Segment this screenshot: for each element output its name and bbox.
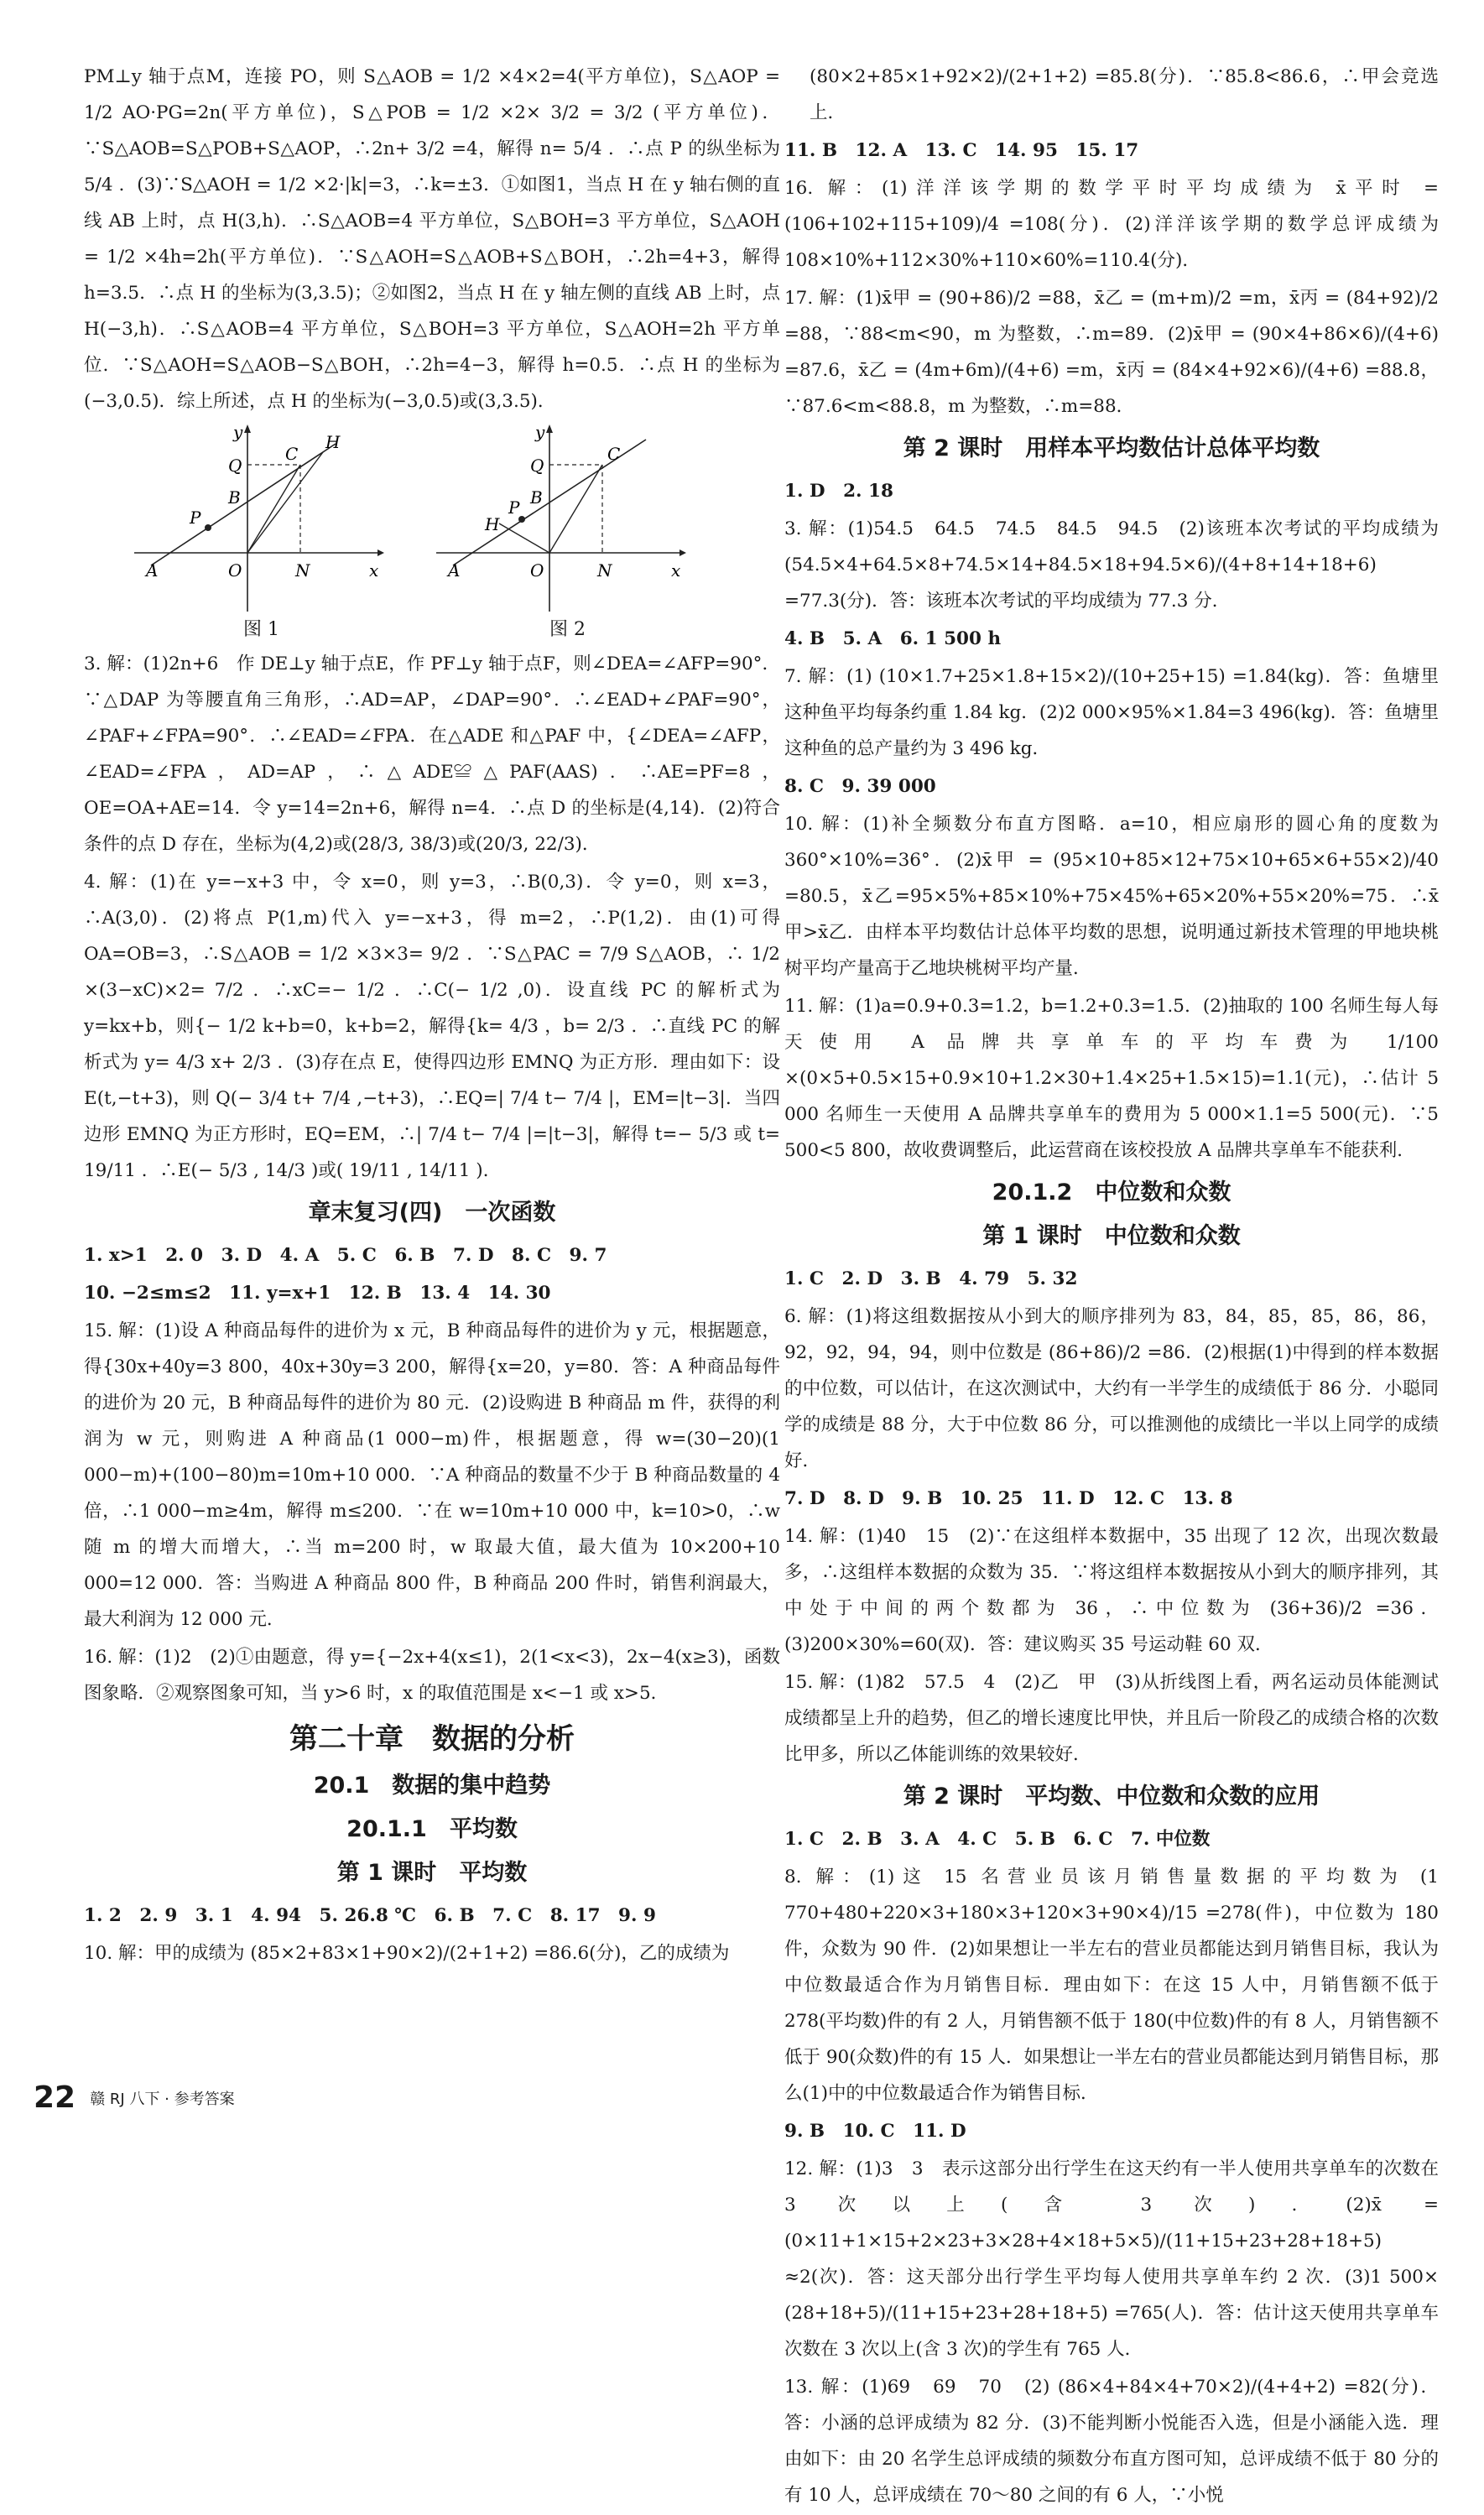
answer-paragraph: 4. 解：(1)在 y=−x+3 中，令 x=0，则 y=3，∴B(0,3)．令 y=0，则 x=3，∴A(3,0)．(2)将点 P(1,m)代入 y=−x+3，得 m=2，∴P(1,2)．由(1)可得 OA=OB=3，∴S△AOB = 1/2 ×3×3= 9/2 ．∵S△PAC = 7/9 S△AOB，∴ 1/2 ×(3−xC)×2= 7/2 ．∴xC=− 1/2 ．∴C(− 1/2 ,0)．设直线 PC 的解析式为 y=kx+b，则{− 1/2 k+b=0，k+b=2，解得{k= 4/3 ，b= 2/3 ．∴直线 PC 的解析式为 y= 4/3 x+ 2/3 ．(3)存在点 E，使得四边形 EMNQ 为正方形．理由如下：设 E(t,−t+3)，则 Q(− 3/4 t+ 7/4 ,−t+3)，∴EQ=| 7/4 t− 7/4 |，EM=|t−3|．当四边形 EMNQ 为正方形时，EQ=EM，∴| 7/4 t− 7/4 |=|t−3|，解得 t=− 5/3 或 t= 19/11 ．∴E(− 5/3 , 14/3 )或( 19/11 , 14/11 )． xyxy=(84,872,780,1181)
answer-paragraph: 17. 解：(1)x̄甲 = (90+86)/2 =88，x̄乙 = (m+m)/2 =m，x̄丙 = (84+92)/2 =88，∵88<m<90，m 为整数，∴m=89．(2)x̄甲 = (90×4+86×6)/(4+6) =87.6，x̄乙 = (4m+6m)/(4+6) =m，x̄丙 = (84×4+92×6)/(4+6) =88.8，∵87.6<m<88.8，m 为整数，∴m=88． xyxy=(784,288,1439,417)
answer-paragraph: 10. 解：甲的成绩为 (85×2+83×1+90×2)/(2+1+2) =86.6(分)，乙的成绩为 xyxy=(84,1943,730,1964)
answer-paragraph: 15. 解：(1)设 A 种商品每件的进价为 x 元，B 种商品每件的进价为 y 元，根据题意，得{30x+40y=3 800，40x+30y=3 200，解得{x=20，y=80．答：A 种商品每件的进价为 20 元，B 种商品每件的进价为 80 元．(2)设购进 B 种商品 m 件，获得的利润为 w 元，则购进 A 种商品(1 000−m)件，根据题意，得 w=(30−20)(1 000−m)+(100−80)m=10m+10 000．∵A 种商品的数量不少于 B 种商品数量的 4 倍，∴1 000−m≥4m，解得 m≤200．∵在 w=10m+10 000 中，k=10>0，∴w 随 m 的增大而增大，∴当 m=200 时，w 取最大值，最大值为 10×200+10 000=12 000．答：当购进 A 种商品 800 件，B 种商品 200 件时，销售利润最大，最大利润为 12 000 元． xyxy=(84,1320,780,1630)
figure-2-caption: 图 2 xyxy=(549,619,586,640)
short-answers: 1. 2 2. 9 3. 1 4. 94 5. 26.8 ℃ 6. B 7. C 8. 17 9. 9 xyxy=(84,1905,656,1926)
lesson-title: 第 1 课时 中位数和众数 xyxy=(982,1223,1241,1249)
svg-text:A: A xyxy=(146,560,159,581)
svg-text:B: B xyxy=(530,487,543,508)
answer-paragraph: 16. 解：(1)2 (2)①由题意，得 y={−2x+4(x≤1)，2(1<x<3)，2x−4(x≥3)，函数图象略．②观察图象可知，当 y>6 时，x 的取值范围是 x<−1 或 x>5． xyxy=(84,1647,780,1704)
short-answers: 8. C 9. 39 000 xyxy=(784,776,936,797)
chapter-title: 第二十章 数据的分析 xyxy=(289,1722,575,1756)
short-answers: 1. D 2. 18 xyxy=(784,481,893,502)
footer-note: 赣 RJ 八下 · 参考答案 xyxy=(90,2090,235,2108)
svg-text:H: H xyxy=(325,432,341,452)
answer-paragraph: 14. 解：(1)40 15 (2)∵在这组样本数据中，35 出现了 12 次，出现次数最多，∴这组样本数据的众数为 35．∵将这组样本数据按从小到大的顺序排列，其中处于中间的两个数都为 36，∴中位数为 (36+36)/2 =36．(3)200×30%=60(双)．答：建议购买 35 号运动鞋 60 双． xyxy=(784,1526,1439,1655)
answer-paragraph: 8. 解：(1)这 15 名营业员该月销售量数据的平均数为 (1 770+480+220×3+180×3+120×3+90×4)/15 =278(件)，中位数为 180 件，众数为 90 件．(2)如果想让一半左右的营业员都能达到月销售目标，我认为中位数最适合作为月销售目标．理由如下：在这 15 人中，月销售额不低于 278(平均数)件的有 2 人，月销售额不低于 180(中位数)件的有 8 人，月销售额不低于 90(众数)件的有 15 人．如果想让一半左右的营业员都能达到月销售目标，那么(1)中的中位数最适合作为销售目标． xyxy=(784,1867,1439,2104)
lesson-title: 第 2 课时 用样本平均数估计总体平均数 xyxy=(903,435,1320,461)
answer-paragraph: 13. 解：(1)69 69 70 (2) (86×4+84×4+70×2)/(4+4+2) =82(分)．答：小涵的总评成绩为 82 分．(3)不能判断小悦能否入选，但是小涵能入选．理由如下：由 20 名学生总评成绩的频数分布直方图可知，总评成绩不低于 80 分的有 10 人，总评成绩在 70～80 之间的有 6 人，∵小悦 xyxy=(784,2377,1439,2506)
answer-paragraph: (80×2+85×1+92×2)/(2+1+2) =85.8(分)．∵85.8<86.6，∴甲会竞选上． xyxy=(810,66,1439,123)
short-answers: 7. D 8. D 9. B 10. 25 11. D 12. C 13. 8 xyxy=(784,1488,1233,1509)
section-title: 20.1 数据的集中趋势 xyxy=(313,1773,551,1799)
figure-1-caption: 图 1 xyxy=(243,619,279,640)
left-column xyxy=(84,59,780,1973)
right-column xyxy=(784,59,1439,2515)
short-answers: 1. C 2. B 3. A 4. C 5. B 6. C 7. 中位数 xyxy=(784,1829,1211,1850)
svg-text:A: A xyxy=(448,560,461,581)
review-title: 章末复习(四) 一次函数 xyxy=(308,1200,556,1226)
svg-text:O: O xyxy=(530,560,544,581)
figures-row xyxy=(84,423,780,641)
svg-text:N: N xyxy=(597,560,612,581)
figure-1-graph xyxy=(134,423,386,616)
answer-paragraph: 10. 解：(1)补全频数分布直方图略．a=10，相应扇形的圆心角的度数为 360°×10%=36°．(2)x̄甲 = (95×10+85×12+75×10+65×6+55×2)/40 =80.5，x̄乙=95×5%+85×10%+75×45%+65×20%+55×20%=75．∴x̄甲>x̄乙．由样本平均数估计总体平均数的思想，说明通过新技术管理的甲地块桃树平均产量高于乙地块桃树平均产量． xyxy=(784,814,1439,979)
short-answers: 10. −2≤m≤2 11. y=x+1 12. B 13. 4 14. 30 xyxy=(84,1283,551,1304)
svg-text:x: x xyxy=(671,560,681,581)
answer-paragraph: 12. 解：(1)3 3 表示这部分出行学生在这天约有一半人使用共享单车的次数在 3 次以上(含 3 次)．(2)x̄ = (0×11+1×15+2×23+3×28+4×18+5×5)/(11+15+23+28+18+5) ≈2(次)．答：这天部分出行学生平均每人使用共享单车约 2 次．(3)1 500× (28+18+5)/(11+15+23+28+18+5) =765(人)．答：估计这天使用共享单车次数在 3 次以上(含 3 次)的学生有 765 人． xyxy=(784,2158,1439,2360)
page-number: 22 xyxy=(34,2080,76,2115)
short-answers: 11. B 12. A 13. C 14. 95 15. 17 xyxy=(784,140,1139,161)
subsection-title: 20.1.2 中位数和众数 xyxy=(992,1179,1231,1205)
svg-text:y: y xyxy=(233,423,243,442)
svg-text:C: C xyxy=(285,444,299,464)
answer-paragraph: 6. 解：(1)将这组数据按从小到大的顺序排列为 83，84，85，85，86，86，92，92，94，94，则中位数是 (86+86)/2 =86．(2)根据(1)中得到的样本数据的中位数，可以估计，在这次测试中，大约有一半学生的成绩低于 86 分．小聪同学的成绩是 88 分，大于中位数 86 分，可以推测他的成绩比一半以上同学的成绩好． xyxy=(784,1306,1439,1471)
svg-text:Q: Q xyxy=(228,456,242,476)
lesson-title: 第 1 课时 平均数 xyxy=(336,1860,528,1886)
svg-text:H: H xyxy=(485,514,500,534)
short-answers: 1. C 2. D 3. B 4. 79 5. 32 xyxy=(784,1268,1078,1289)
svg-text:Q: Q xyxy=(530,456,544,476)
svg-text:y: y xyxy=(535,423,545,442)
answer-paragraph: 11. 解：(1)a=0.9+0.3=1.2，b=1.2+0.3=1.5．(2)抽取的 100 名师生每人每天使用 A 品牌共享单车的平均车费为 1/100 ×(0×5+0.5×15+0.9×10+1.2×30+1.4×25+1.5×15)=1.1(元)，∴估计 5 000 名师生一天使用 A 品牌共享单车的费用为 5 000×1.1=5 500(元)．∵5 500<5 800，故收费调整后，此运营商在该校投放 A 品牌共享单车不能获利． xyxy=(784,996,1439,1161)
short-answers: 1. x>1 2. 0 3. D 4. A 5. C 6. B 7. D 8. C 9. 7 xyxy=(84,1245,607,1266)
figure-2-graph xyxy=(436,423,688,616)
svg-text:N: N xyxy=(295,560,310,581)
answer-paragraph: 3. 解：(1)2n+6 作 DE⊥y 轴于点E，作 PF⊥y 轴于点F，则∠DEA=∠AFP=90°．∵△DAP 为等腰直角三角形，∴AD=AP，∠DAP=90°．∴∠EAD+∠PAF=90°，∠PAF+∠FPA=90°．∴∠EAD=∠FPA．在△ADE 和△PAF 中，{∠DEA=∠AFP，∠EAD=∠FPA，AD=AP，∴△ADE≌△PAF(AAS)．∴AE=PF=8，OE=OA+AE=14．令 y=14=2n+6，解得 n=4．∴点 D 的坐标是(4,14)．(2)符合条件的点 D 存在，坐标为(4,2)或(28/3, 38/3)或(20/3, 22/3)． xyxy=(84,653,780,855)
svg-text:O: O xyxy=(228,560,242,581)
svg-text:C: C xyxy=(607,444,621,464)
page-footer xyxy=(34,2080,235,2115)
answer-paragraph: 16. 解：(1)洋洋该学期的数学平时平均成绩为 x̄平时 = (106+102+115+109)/4 =108(分)．(2)洋洋该学期的数学总评成绩为 108×10%+112×30%+110×60%=110.4(分)． xyxy=(784,178,1439,271)
svg-text:B: B xyxy=(228,487,241,508)
short-answers: 9. B 10. C 11. D xyxy=(784,2121,966,2142)
short-answers: 4. B 5. A 6. 1 500 h xyxy=(784,628,1002,649)
subsection-title: 20.1.1 平均数 xyxy=(346,1816,518,1842)
svg-text:P: P xyxy=(508,497,520,518)
lesson-title: 第 2 课时 平均数、中位数和众数的应用 xyxy=(903,1783,1320,1809)
svg-text:P: P xyxy=(190,508,201,528)
answer-paragraph: 3. 解：(1)54.5 64.5 74.5 84.5 94.5 (2)该班本次考试的平均成绩为 (54.5×4+64.5×8+74.5×14+84.5×18+94.5×6)/(4+8+14+18+6) =77.3(分)．答：该班本次考试的平均成绩为 77.3 分． xyxy=(784,518,1439,612)
answer-paragraph: 15. 解：(1)82 57.5 4 (2)乙 甲 (3)从折线图上看，两名运动员体能测试成绩都呈上升的趋势，但乙的增长速度比甲快，并且后一阶段乙的成绩合格的次数比甲多，所以乙体能训练的效果较好． xyxy=(784,1672,1439,1765)
answer-paragraph: 7. 解：(1) (10×1.7+25×1.8+15×2)/(10+25+15) =1.84(kg)．答：鱼塘里这种鱼平均每条约重 1.84 kg．(2)2 000×95%×1.84=3 496(kg)．答：鱼塘里这种鱼的总产量约为 3 496 kg． xyxy=(784,666,1439,759)
svg-text:x: x xyxy=(369,560,379,581)
answer-paragraph: PM⊥y 轴于点M，连接 PO，则 S△AOB = 1/2 ×4×2=4(平方单位)，S△AOP = 1/2 AO·PG=2n(平方单位)，S△POB = 1/2 ×2× 3/2 = 3/2 (平方单位)．∵S△AOB=S△POB+S△AOP，∴2n+ 3/2 =4，解得 n= 5/4 ．∴点 P 的纵坐标为 5/4 ．(3)∵S△AOH = 1/2 ×2·|k|=3，∴k=±3．①如图1，当点 H 在 y 轴右侧的直线 AB 上时，点 H(3,h)．∴S△AOB=4 平方单位，S△BOH=3 平方单位，S△AOH = 1/2 ×4h=2h(平方单位)．∵S△AOH=S△AOB+S△BOH，∴2h=4+3，解得 h=3.5．∴点 H 的坐标为(3,3.5)；②如图2，当点 H 在 y 轴左侧的直线 AB 上时，点 H(−3,h)．∴S△AOB=4 平方单位，S△BOH=3 平方单位，S△AOH=2h 平方单位．∵S△AOH=S△AOB−S△BOH，∴2h=4−3，解得 h=0.5．∴点 H 的坐标为(−3,0.5)．综上所述，点 H 的坐标为(−3,0.5)或(3,3.5)． xyxy=(84,66,780,412)
